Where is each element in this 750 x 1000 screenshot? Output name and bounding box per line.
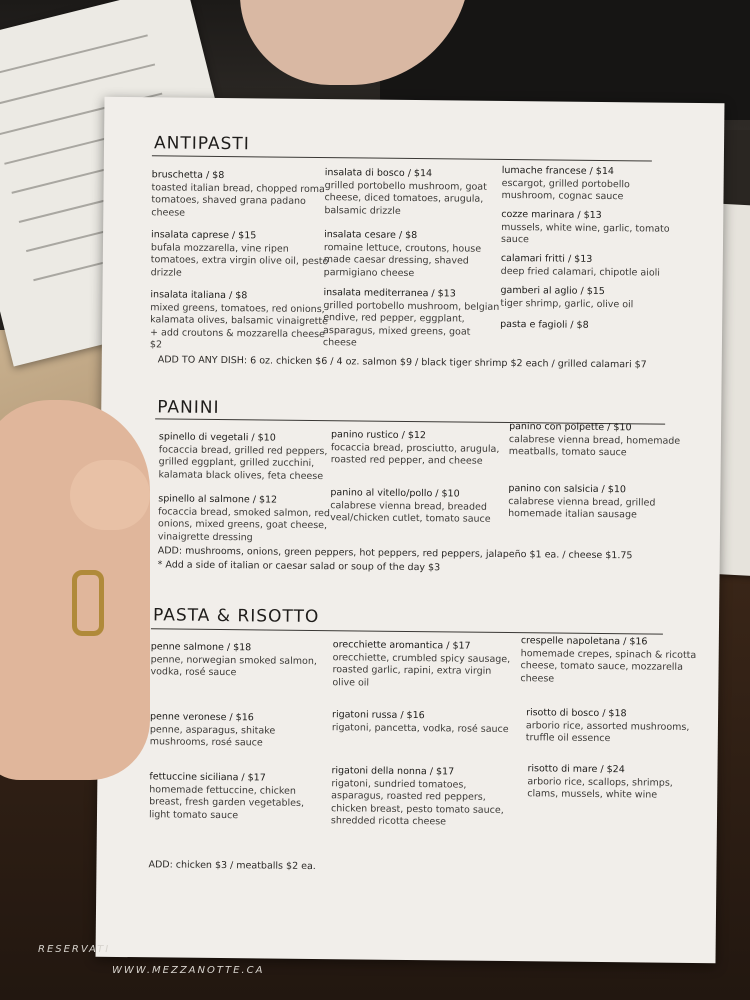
menu-item: gamberi al aglio / $15 tiger shrimp, garlic, olive oil <box>500 284 634 310</box>
menu-sheet <box>96 97 725 963</box>
menu-item: lumache francese / $14 escargot, grilled portobello mushroom, cognac sauce <box>501 164 630 203</box>
menu-item: fettuccine siciliana / $17 homemade fettuccine, chicken breast, fresh garden vegetables, light tomato sauce <box>148 771 305 821</box>
menu-item: cozze marinara / $13 mussels, white wine, garlic, tomato sauce <box>500 208 670 246</box>
menu-item: insalata mediterranea / $13 grilled portobello mushroom, belgian endive, red pepper, eggplant, asparagus, mixed greens, goat cheese <box>322 287 500 349</box>
menu-item: panino con polpette / $10 calabrese vienna bread, homemade meatballs, tomato sauce <box>508 421 681 459</box>
menu-item: panino al vitello/pollo / $10 calabrese vienna bread, breaded veal/chicken cutlet, tomato sauce <box>330 487 491 525</box>
menu-item: penne veronese / $16 penne, asparagus, shitake mushrooms, rosé sauce <box>149 711 276 749</box>
section-title-pasta: PASTA & RISOTTO <box>152 605 320 628</box>
menu-item: rigatoni della nonna / $17 rigatoni, sundried tomatoes, asparagus, roasted red peppers, chicken breast, pesto tomato sauce, shredded ricotta cheese <box>330 765 504 828</box>
section-divider <box>152 155 652 161</box>
add-on-note: ADD: mushrooms, onions, green peppers, hot peppers, red peppers, jalapeño $1 ea. / cheese $1.75 <box>157 545 633 562</box>
section-title-antipasti: ANTIPASTI <box>153 133 250 155</box>
menu-item: spinello al salmone / $12 focaccia bread, smoked salmon, red onions, mixed greens, goat cheese, vinaigrette dressing <box>157 493 331 543</box>
menu-item: insalata italiana / $8 mixed greens, tomatoes, red onions, kalamata olives, balsamic vinaigrette + add croutons & mozzarella cheese $2 <box>149 289 329 351</box>
menu-item: spinello di vegetali / $10 focaccia bread, grilled red peppers, grilled eggplant, grilled zucchini, kalamata black olives, feta cheese <box>158 431 328 482</box>
menu-item: panino rustico / $12 focaccia bread, prosciutto, arugula, roasted red pepper, and cheese <box>330 429 500 467</box>
add-on-note: ADD: chicken $3 / meatballs $2 ea. <box>148 859 316 873</box>
menu-item: penne salmone / $18 penne, norwegian smoked salmon, vodka, rosé sauce <box>150 641 317 679</box>
menu-item: pasta e fagioli / $8 <box>500 318 589 331</box>
watermark-website: WWW.MEZZANOTTE.CA <box>112 965 265 976</box>
menu-item: risotto di bosco / $18 arborio rice, assorted mushrooms, truffle oil essence <box>525 707 690 745</box>
section-title-panini: PANINI <box>157 397 220 418</box>
add-on-note: ADD TO ANY DISH: 6 oz. chicken $6 / 4 oz. salmon $9 / black tiger shrimp $2 each / grilled calamari $7 <box>157 354 647 371</box>
menu-item: crespelle napoletana / $16 homemade crepes, spinach & ricotta cheese, tomato sauce, mozzarella cheese <box>520 635 697 685</box>
thumb <box>70 460 150 530</box>
menu-item: rigatoni russa / $16 rigatoni, pancetta, vodka, rosé sauce <box>331 709 509 735</box>
section-divider <box>151 628 663 634</box>
menu-item: risotto di mare / $24 arborio rice, scallops, shrimps, clams, mussels, white wine <box>527 763 673 801</box>
menu-item: orecchiette aromantica / $17 orecchiette, crumbled spicy sausage, roasted garlic, rapini, extra virgin olive oil <box>332 639 511 689</box>
menu-item: panino con salsicia / $10 calabrese vienna bread, grilled homemade italian sausage <box>508 483 656 521</box>
watermark-reservation: RESERVATI <box>38 944 111 955</box>
menu-item: insalata cesare / $8 romaine lettuce, croutons, house made caesar dressing, shaved parmigiano cheese <box>323 229 482 279</box>
ring <box>72 570 104 636</box>
menu-item: calamari fritti / $13 deep fried calamari, chipotle aioli <box>500 252 661 279</box>
menu-item: bruschetta / $8 toasted italian bread, chopped roma tomatoes, shaved grana padano cheese <box>151 169 325 219</box>
side-note: * Add a side of italian or caesar salad or soup of the day $3 <box>157 559 441 574</box>
menu-item: insalata di bosco / $14 grilled portobello mushroom, goat cheese, diced tomatoes, arugula, balsamic drizzle <box>324 167 487 217</box>
menu-item: insalata caprese / $15 bufala mozzarella, vine ripen tomatoes, extra virgin olive oil, pesto drizzle <box>150 229 329 279</box>
